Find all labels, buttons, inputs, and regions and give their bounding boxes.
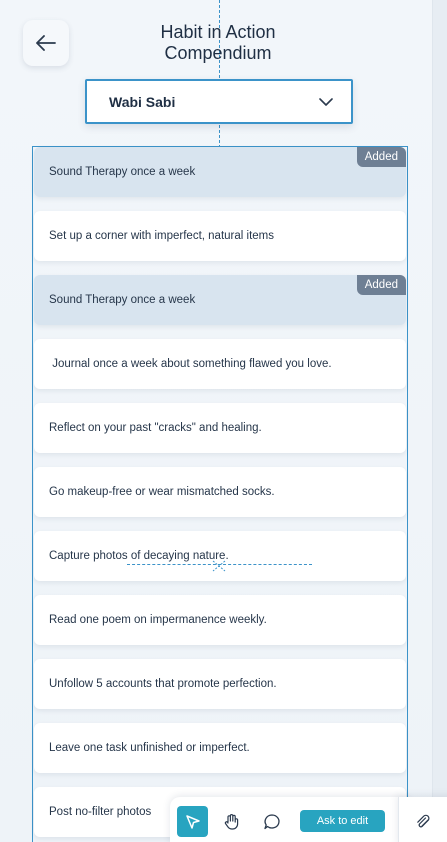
habit-label: Journal once a week about something flawed you love. — [49, 358, 332, 370]
added-badge: Added — [357, 147, 406, 167]
habit-card[interactable] — [34, 339, 406, 389]
habit-card[interactable] — [34, 147, 406, 197]
category-dropdown[interactable] — [85, 79, 353, 124]
habit-card[interactable] — [34, 403, 406, 453]
habit-card[interactable] — [34, 595, 406, 645]
comment-icon — [263, 813, 281, 831]
hand-icon — [223, 813, 241, 831]
habit-label: Reflect on your past "cracks" and healing. — [49, 422, 262, 434]
page-title — [110, 22, 326, 64]
habit-label: Go makeup-free or wear mismatched socks. — [49, 486, 275, 498]
back-button[interactable] — [23, 20, 69, 66]
edit-toolbar — [170, 797, 410, 842]
habit-card[interactable] — [34, 659, 406, 709]
habit-card[interactable] — [34, 211, 406, 261]
cursor-icon — [185, 814, 201, 830]
scrollbar-track[interactable] — [432, 0, 447, 842]
select-tool-button[interactable] — [177, 806, 208, 837]
page-title-line-1: Habit in Action — [160, 22, 276, 42]
page-title-line-2: Compendium — [164, 43, 272, 63]
habit-card[interactable] — [34, 467, 406, 517]
habit-label: Unfollow 5 accounts that promote perfection. — [49, 678, 277, 690]
habit-label: Set up a corner with imperfect, natural items — [49, 230, 274, 242]
attach-tool-button[interactable] — [409, 806, 437, 837]
habit-label: Sound Therapy once a week — [49, 166, 196, 178]
habit-label: Post no-filter photos — [49, 806, 152, 818]
crosshair-icon — [210, 559, 228, 573]
added-badge: Added — [357, 275, 406, 295]
habit-label: Read one poem on impermanence weekly. — [49, 614, 267, 626]
habit-label: Leave one task unfinished or imperfect. — [49, 742, 250, 754]
attach-icon — [415, 814, 431, 830]
comment-tool-button[interactable] — [256, 806, 287, 837]
secondary-toolbar — [398, 797, 447, 842]
hand-tool-button[interactable] — [216, 806, 247, 837]
dropdown-selected-value: Wabi Sabi — [109, 93, 176, 110]
habit-label: Capture photos of decaying nature. — [49, 550, 229, 562]
arrow-left-icon — [36, 35, 56, 51]
habit-card[interactable] — [34, 275, 406, 325]
habit-label: Sound Therapy once a week — [49, 294, 196, 306]
habit-card[interactable] — [34, 723, 406, 773]
ask-to-edit-button[interactable]: Ask to edit — [300, 810, 385, 832]
chevron-down-icon — [319, 98, 333, 106]
habit-card[interactable] — [34, 531, 406, 581]
